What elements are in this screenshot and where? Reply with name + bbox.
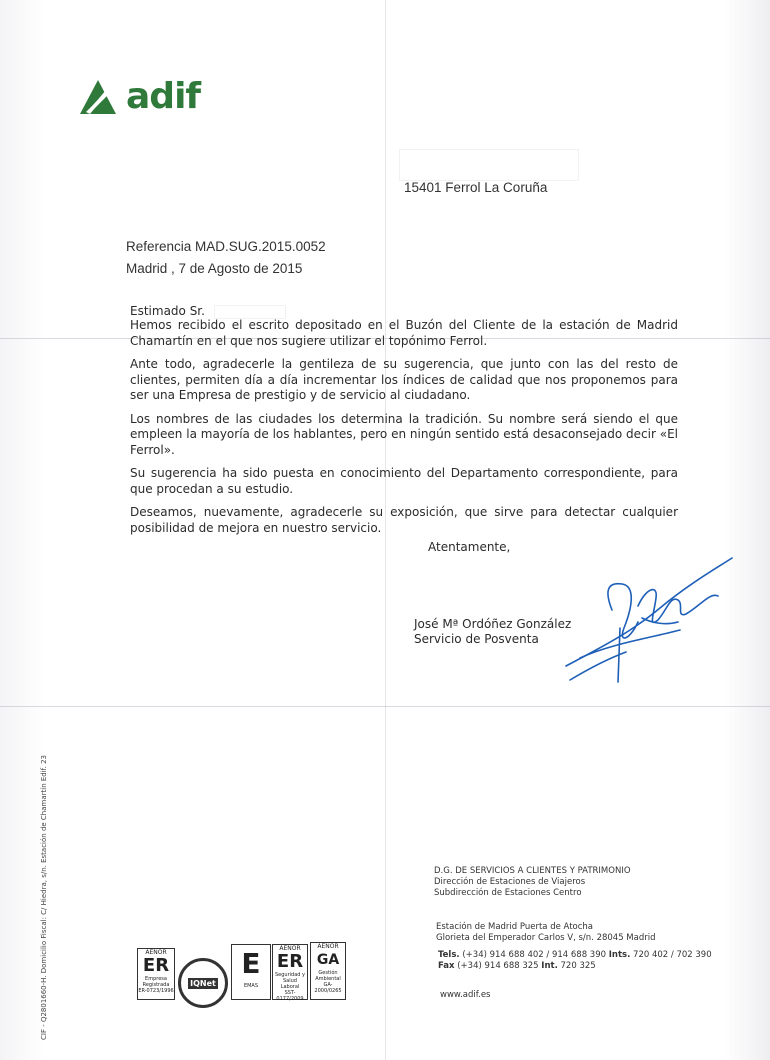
- footer-phones: [438, 950, 738, 961]
- cert-badge-aenor-ga: [310, 942, 346, 1000]
- tels-value: (+34) 914 688 402 / 914 688 390: [462, 950, 607, 960]
- footer-directorate: Dirección de Estaciones de Viajeros: [434, 877, 586, 887]
- cert-code: SST-0177/2009: [276, 990, 304, 1002]
- cert-badge-emas: [231, 944, 271, 1000]
- cert-mark: E: [241, 947, 261, 980]
- closing: Atentamente,: [428, 540, 511, 554]
- body-paragraph: Deseamos, nuevamente, agradecerle su exposición, que sirve para detectar cualquier posibilidad de mejora en nuestro servicio.: [130, 505, 678, 535]
- cert-caption: Seguridad y Salud Laboral: [275, 972, 305, 990]
- footer-dg: D.G. DE SERVICIOS A CLIENTES Y PATRIMONIO: [434, 866, 631, 876]
- fax-label: Fax: [438, 961, 455, 971]
- cert-badge-aenor-sst: [272, 944, 308, 1000]
- body-paragraph: Su sugerencia ha sido puesta en conocimiento del Departamento correspondiente, para que procedan a su estudio.: [130, 466, 678, 496]
- ints-value: 720 402 / 702 390: [633, 950, 712, 960]
- footer-department-block: [434, 866, 734, 899]
- adif-logo: [76, 74, 200, 118]
- ints-label: Ints.: [608, 950, 631, 960]
- footer-contact-block: [438, 950, 738, 972]
- footer-subdirectorate: Subdirección de Estaciones Centro: [434, 888, 582, 898]
- fax-int-label: Int.: [541, 961, 558, 971]
- fax-int-value: 720 325: [560, 961, 596, 971]
- cert-badge-iqnet: [178, 958, 228, 1008]
- signer-name: José Mª Ordóñez González: [414, 617, 572, 631]
- cert-top: AENOR: [145, 949, 167, 956]
- footer-address: Glorieta del Emperador Carlos V, s/n. 28045 Madrid: [436, 933, 656, 943]
- cert-mark: ER: [142, 955, 170, 976]
- date-line: Madrid , 7 de Agosto de 2015: [126, 261, 303, 276]
- body-paragraph: Hemos recibido el escrito depositado en el Buzón del Cliente de la estación de Madrid Chamartín en el que nos sugiere utilizar el topónimo Ferrol.: [130, 318, 678, 348]
- cert-mark: ER: [276, 951, 304, 972]
- cert-top: AENOR: [279, 945, 301, 952]
- cert-code: ER-0723/1996: [138, 988, 174, 994]
- letter-body: [130, 318, 678, 544]
- adif-logo-icon: [76, 74, 120, 118]
- footer-station: Estación de Madrid Puerta de Atocha: [436, 922, 594, 932]
- tels-label: Tels.: [438, 950, 460, 960]
- cert-code: GA-2000/0265: [314, 982, 342, 994]
- cert-badge-aenor-er: [137, 948, 175, 1000]
- handwritten-signature: [560, 548, 740, 688]
- recipient-address: 15401 Ferrol La Coruña: [404, 180, 548, 195]
- footer-fax: [438, 961, 738, 972]
- body-paragraph: Los nombres de las ciudades los determina la tradición. Su nombre será siendo el que empleen la mayoría de los hablantes, pero en ningún sentido está desaconsejado decir «El Ferrol».: [130, 411, 678, 457]
- cert-mark: IQNet: [190, 978, 216, 988]
- cert-caption: Empresa Registrada: [142, 976, 170, 988]
- fax-value: (+34) 914 688 325: [457, 961, 539, 971]
- footer-website: www.adif.es: [440, 990, 491, 1000]
- cert-caption: EMAS: [243, 983, 259, 989]
- signer-department: Servicio de Posventa: [414, 632, 539, 646]
- reference: Referencia MAD.SUG.2015.0052: [126, 239, 326, 254]
- side-legal-text: CIF - Q2801660-H. Domicilio Fiscal: C/ Hiedra, s/n. Estación de Chamartín Edif. 23: [40, 755, 48, 1040]
- logo-wordmark: adif: [126, 75, 201, 117]
- redacted-recipient-name: [400, 150, 578, 180]
- cert-top: AENOR: [317, 943, 339, 950]
- footer-address-block: [436, 922, 736, 944]
- cert-mark: GA: [316, 952, 340, 968]
- redacted-name: [215, 306, 285, 318]
- salutation-text: Estimado Sr.: [130, 304, 205, 318]
- cert-caption: Gestión Ambiental: [315, 970, 341, 982]
- body-paragraph: Ante todo, agradecerle la gentileza de su sugerencia, que junto con las del resto de clientes, permiten día a día incrementar los índices de calidad que nos proponemos para ser una Empresa de prestigio y de servicio al ciudadano.: [130, 357, 678, 402]
